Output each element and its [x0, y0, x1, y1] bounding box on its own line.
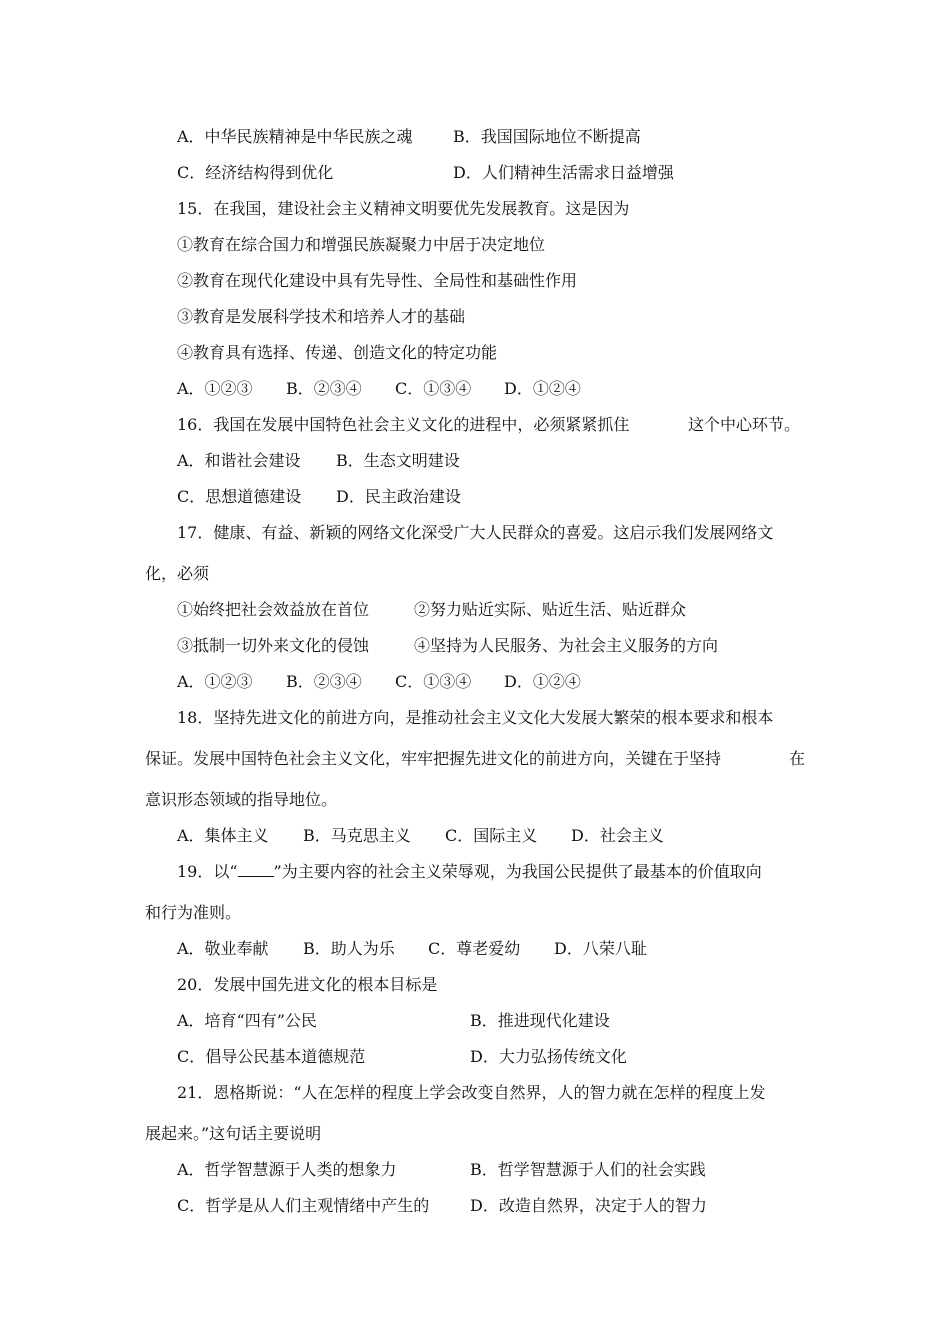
q15-option-b: B．②③④: [286, 379, 362, 398]
q15-option-c: C．①③④: [395, 379, 472, 398]
q17-statement-4: ④坚持为人民服务、为社会主义服务的方向: [414, 636, 719, 655]
q14-option-c: C．经济结构得到优化: [177, 163, 334, 182]
q14-option-b: B．我国国际地位不断提高: [453, 127, 641, 146]
q17-statement-1: ①始终把社会效益放在首位: [177, 600, 370, 619]
q18-option-c: C．国际主义: [445, 826, 538, 845]
q14-option-d: D．人们精神生活需求日益增强: [453, 163, 674, 182]
q20-option-b: B．推进现代化建设: [470, 1011, 610, 1030]
q21-option-b: B．哲学智慧源于人们的社会实践: [470, 1160, 706, 1179]
q15-stem: 15．在我国，建设社会主义精神文明要优先发展教育。这是因为: [177, 199, 630, 218]
q19-stem-rest: ”为主要内容的社会主义荣辱观，为我国公民提供了最基本的价值取向: [273, 862, 762, 881]
q16-option-b: B．生态文明建设: [336, 451, 460, 470]
q17-option-b: B．②③④: [286, 672, 362, 691]
q18-stem-line3: 意识形态领域的指导地位。: [145, 790, 338, 809]
q17-statement-2: ②努力贴近实际、贴近生活、贴近群众: [414, 600, 687, 619]
q16-option-a: A．和谐社会建设: [177, 451, 301, 470]
q16-option-c: C．思想道德建设: [177, 487, 302, 506]
q17-stem-line2: 化，必须: [145, 564, 210, 583]
q19-option-d: D．八荣八耻: [554, 939, 647, 958]
q18-stem-line1: 18．坚持先进文化的前进方向，是推动社会主义文化大发展大繁荣的根本要求和根本: [177, 708, 774, 727]
q15-statement-2: ②教育在现代化建设中具有先导性、全局性和基础性作用: [177, 271, 578, 290]
q17-option-c: C．①③④: [395, 672, 472, 691]
q16-stem-part1: 16．我国在发展中国特色社会主义文化的进程中，必须紧紧抓住: [177, 415, 630, 434]
q18-option-a: A．集体主义: [177, 826, 269, 845]
q20-option-c: C．倡导公民基本道德规范: [177, 1047, 366, 1066]
q16-stem-part2: 这个中心环节。: [688, 415, 801, 434]
q18-stem-line2-end: 在: [789, 749, 806, 768]
q21-option-a: A．哲学智慧源于人类的想象力: [177, 1160, 397, 1179]
q18-option-d: D．社会主义: [571, 826, 664, 845]
q15-option-a: A．①②③: [177, 379, 253, 398]
q15-statement-4: ④教育具有选择、传递、创造文化的特定功能: [177, 343, 498, 362]
q18-option-b: B．马克思主义: [303, 826, 411, 845]
q16-option-d: D．民主政治建设: [336, 487, 461, 506]
q21-stem-line2: 展起来。”这句话主要说明: [145, 1124, 322, 1143]
q20-option-d: D．大力弘扬传统文化: [470, 1047, 627, 1066]
q14-option-a: A．中华民族精神是中华民族之魂: [177, 127, 413, 146]
q19-option-c: C．尊老爱幼: [428, 939, 521, 958]
q19-answer-blank: [238, 862, 274, 877]
q15-statement-3: ③教育是发展科学技术和培养人才的基础: [177, 307, 466, 326]
q15-option-d: D．①②④: [504, 379, 581, 398]
q21-stem-line1: 21．恩格斯说：“人在怎样的程度上学会改变自然界，人的智力就在怎样的程度上发: [177, 1083, 766, 1102]
q21-option-d: D．改造自然界，决定于人的智力: [470, 1196, 707, 1215]
q19-stem-line1: [177, 862, 762, 882]
q17-statement-3: ③抵制一切外来文化的侵蚀: [177, 636, 370, 655]
q18-stem-line2: 保证。发展中国特色社会主义文化，牢牢把握先进文化的前进方向，关键在于坚持: [145, 749, 722, 768]
q17-option-a: A．①②③: [177, 672, 253, 691]
q20-stem: 20．发展中国先进文化的根本目标是: [177, 975, 438, 994]
q20-option-a: A．培育“四有”公民: [177, 1011, 317, 1030]
q17-stem-line1: 17．健康、有益、新颖的网络文化深受广大人民群众的喜爱。这启示我们发展网络文: [177, 523, 774, 542]
q19-option-a: A．敬业奉献: [177, 939, 269, 958]
q19-stem-line2: 和行为准则。: [145, 903, 242, 922]
q19-stem-start: 19．以“: [177, 862, 238, 881]
q21-option-c: C．哲学是从人们主观情绪中产生的: [177, 1196, 430, 1215]
q15-statement-1: ①教育在综合国力和增强民族凝聚力中居于决定地位: [177, 235, 546, 254]
q19-option-b: B．助人为乐: [303, 939, 395, 958]
q17-option-d: D．①②④: [504, 672, 581, 691]
